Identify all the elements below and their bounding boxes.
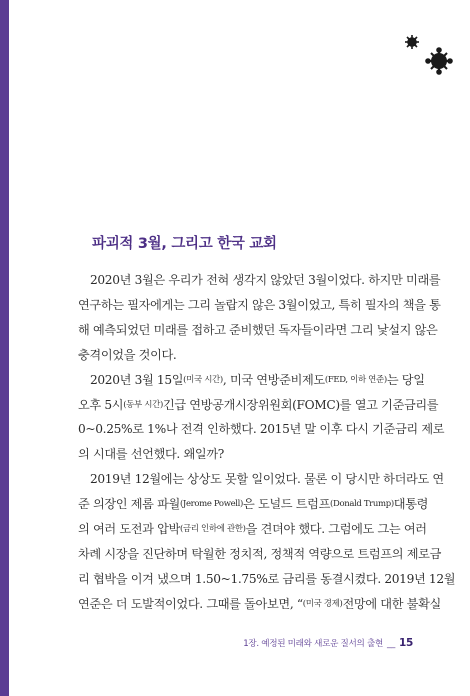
- text-line: 연구하는 필자에게는 그리 놀랍지 않은 3월이었고, 특히 필자의 책을 통: [78, 297, 441, 312]
- text-line: 리 협박을 이겨 냈으며 1.50~1.75%로 금리를 동결시켰다. 2019년 12월: [78, 571, 456, 586]
- chapter-title: 1장. 예정된 미래와 새로운 질서의 출현: [243, 639, 383, 649]
- annotation-run: (미국 시간): [183, 374, 223, 385]
- annotation-run: (동부 시간): [123, 399, 163, 410]
- section-heading: 파괴적 3월, 그리고 한국 교회: [92, 236, 277, 252]
- text-line: 의 시대를 선언했다. 왜일까?: [78, 447, 224, 462]
- text-run: 대통령: [393, 497, 429, 512]
- page-number: 15: [398, 637, 413, 649]
- text-run: 의 여러 도전과 압박: [78, 522, 180, 537]
- text-line: 2019년 12월에는 상상도 못할 일이었다. 물론 이 당시만 하더라도 연: [90, 472, 444, 487]
- text-run: 준 의장인 제롬 파월: [78, 497, 180, 512]
- annotation-run: (Donald Trump): [330, 499, 394, 510]
- text-line: 0~0.25%로 1%나 전격 인하했다. 2015년 말 이후 다시 기준금리 제로: [78, 422, 445, 437]
- text-line: 차례 시장을 진단하며 탁월한 정치적, 정책적 역량으로 트럼프의 제로금: [78, 546, 441, 561]
- text-line: [78, 517, 427, 542]
- text-run: , 미국 연방준비제도: [222, 372, 325, 387]
- text-run: 을 견뎌야 했다. 그럼에도 그는 여러: [245, 522, 427, 537]
- text-run: 연준은 더 도발적이었다. 그때를 돌아보면, “: [78, 596, 303, 611]
- text-run: 긴급 연방공개시장위원회(FOMC)를 열고 기준금리를: [162, 397, 439, 412]
- text-line: 해 예측되었던 미래를 접하고 준비했던 독자들이라면 그리 낯설지 않은: [78, 322, 438, 337]
- text-line: [78, 492, 429, 517]
- annotation-run: (Jerome Powell): [179, 499, 243, 510]
- annotation-run: (미국 경제): [302, 598, 343, 609]
- text-run: 전망에 대한 불확실: [342, 596, 441, 611]
- annotation-run: (FED, 이하 연준): [324, 374, 387, 385]
- text-line: 충격이었을 것이다.: [78, 347, 177, 362]
- text-run: 는 당일: [386, 372, 425, 387]
- text-run: 2020년 3월 15일: [90, 372, 184, 387]
- text-line: 2020년 3월은 우리가 전혀 생각지 않았던 3월이었다. 하지만 미래를: [90, 273, 441, 287]
- annotation-run: (금리 인하에 관한): [179, 524, 246, 535]
- virus-icon: [400, 32, 452, 78]
- virus-small-icon: [405, 35, 419, 49]
- footer-separator: __: [386, 639, 395, 649]
- text-line: [78, 368, 425, 393]
- text-line: [78, 592, 441, 617]
- virus-large-icon: [426, 48, 452, 74]
- text-run: 은 도널드 트럼프: [243, 497, 331, 512]
- page-footer: [243, 637, 413, 649]
- chapter-color-bar: [0, 0, 9, 696]
- text-run: 오후 5시: [78, 397, 124, 412]
- body-text: [78, 268, 456, 617]
- text-line: [78, 393, 439, 418]
